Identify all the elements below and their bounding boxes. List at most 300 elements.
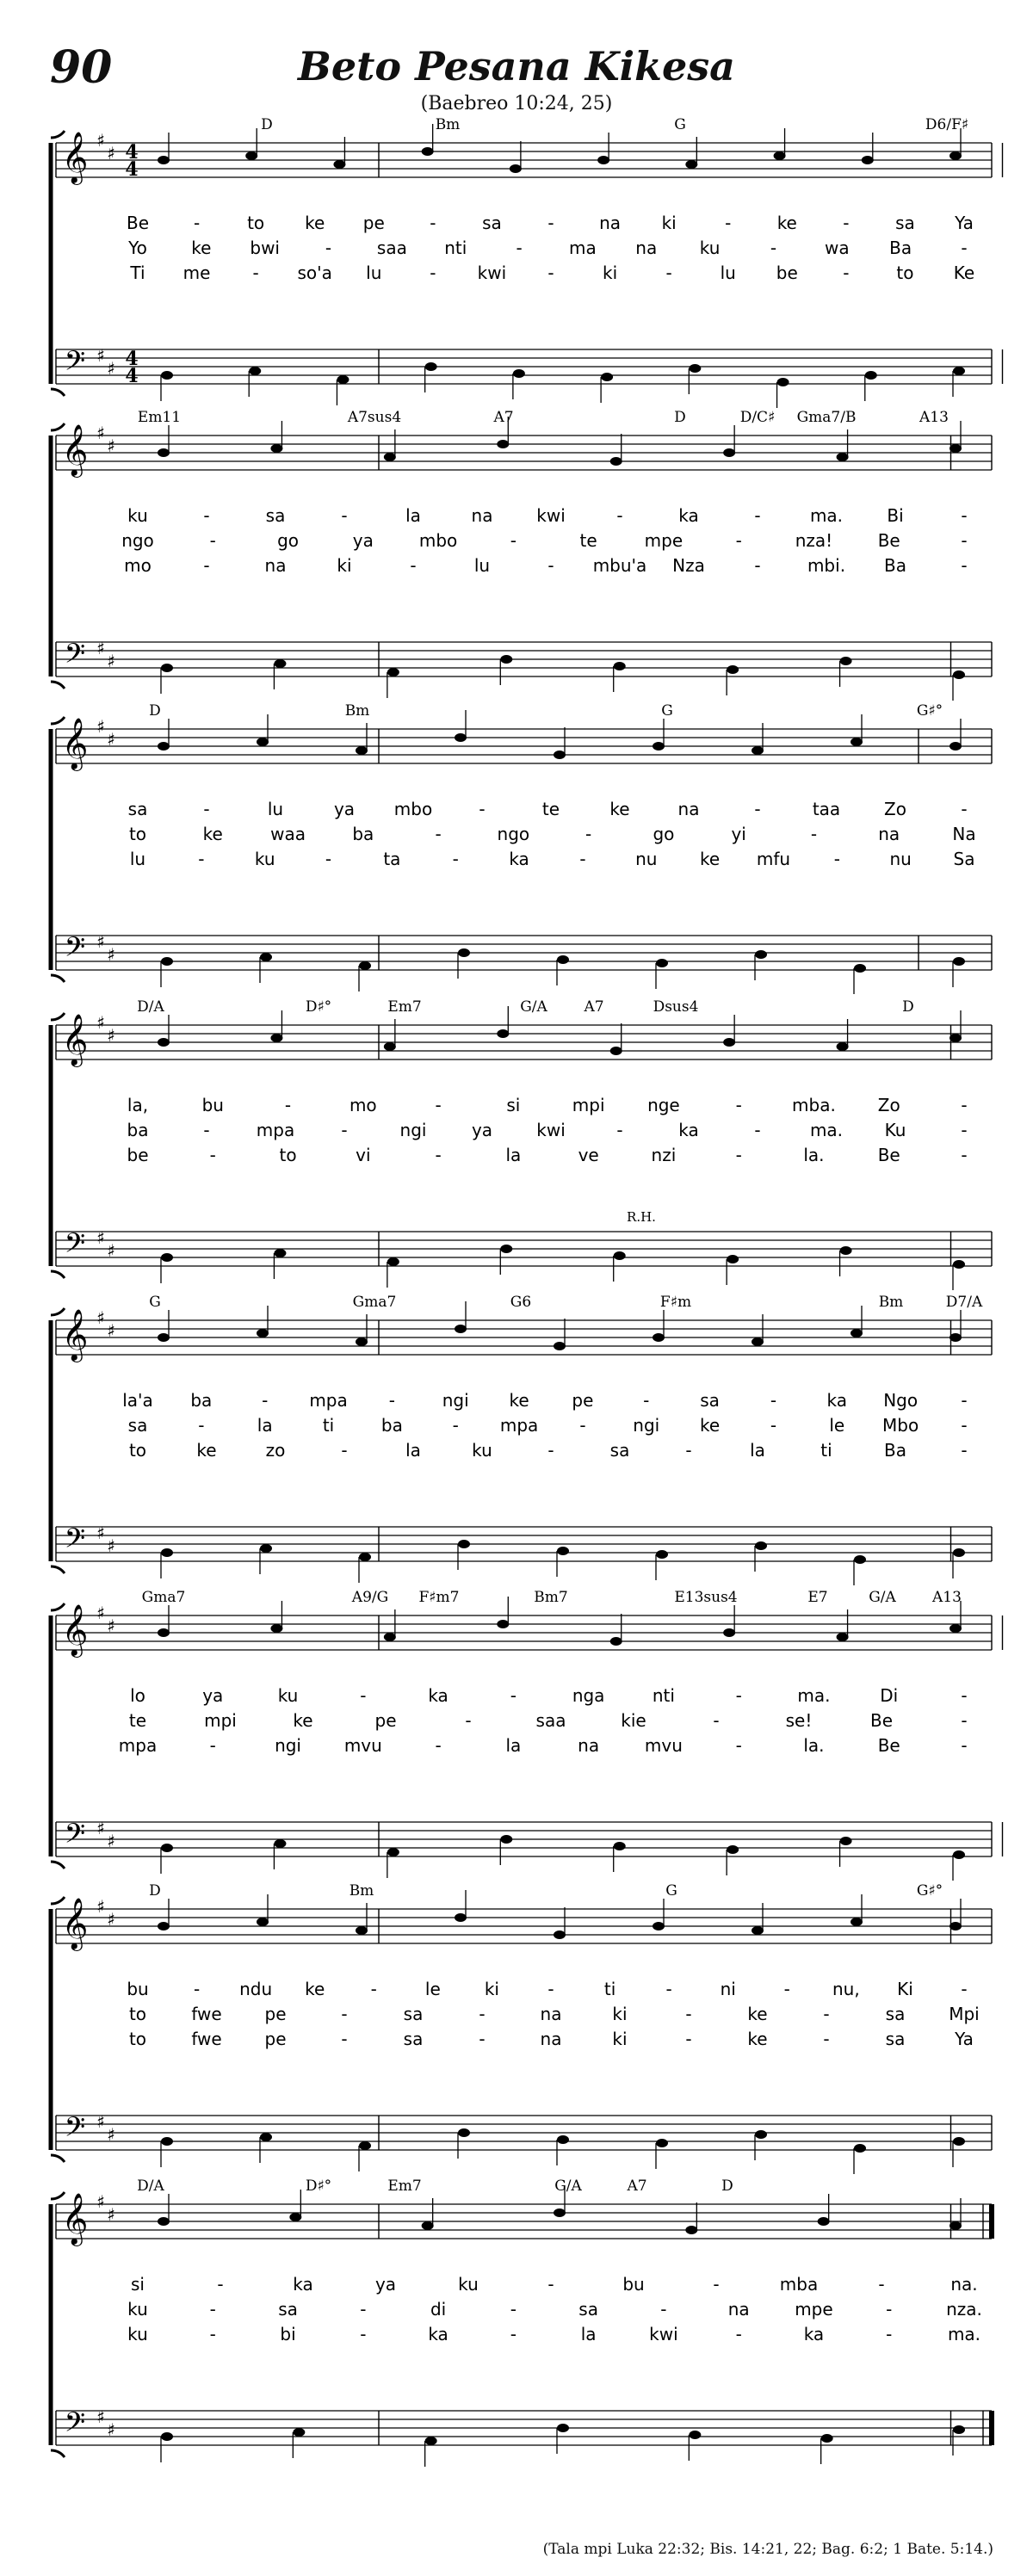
note-head — [356, 746, 368, 755]
lyric-syllable: Ke — [953, 263, 975, 283]
lyric-syllable: ki — [484, 1979, 499, 1999]
chord-symbol: D♯° — [305, 2178, 332, 2195]
lyric-syllable: na — [677, 799, 700, 819]
lyric-syllable: ba — [127, 1120, 149, 1140]
lyric-syllable: ka — [678, 1120, 699, 1140]
note-head — [158, 1333, 170, 1342]
system-8 — [51, 2178, 992, 2467]
lyric-syllable: di — [430, 2299, 447, 2320]
chord-symbol: D — [674, 409, 686, 426]
lyric-syllable: so'a — [297, 263, 332, 283]
scripture-reference: (Baebreo 10:24, 25) — [420, 93, 613, 114]
lyric-syllable: lu — [473, 555, 491, 576]
lyric-syllable: se! — [785, 1710, 813, 1731]
note-head — [161, 1548, 173, 1557]
sharp-icon: ♯ — [96, 1818, 105, 1838]
lyric-hyphen: - — [209, 530, 216, 551]
bass-staff — [56, 2111, 992, 2150]
lyric-syllable: mo — [349, 1095, 377, 1115]
note-head — [949, 1333, 962, 1342]
note-head — [727, 1255, 739, 1263]
lyric-syllable: taa — [812, 799, 841, 819]
lyric-syllable: me — [182, 263, 211, 283]
bass-staff — [56, 1818, 1003, 1856]
lyric-hyphen: - — [479, 2029, 486, 2049]
lyric-hyphen: - — [735, 1735, 742, 1756]
note-head — [270, 1034, 282, 1042]
note-head — [752, 1926, 764, 1935]
lyric-hyphen: - — [665, 263, 672, 283]
sharp-icon: ♯ — [107, 651, 115, 671]
note-head — [656, 2139, 668, 2147]
lyric-syllable: ke — [747, 2029, 768, 2049]
lyric-syllable: Ya — [955, 2029, 974, 2049]
treble-clef-icon: 𝄞 — [61, 718, 89, 769]
lyric-syllable: mo — [124, 555, 152, 576]
lyric-hyphen: - — [547, 1440, 554, 1461]
lyric-hyphen: - — [616, 505, 623, 526]
sharp-icon: ♯ — [96, 1896, 105, 1917]
chord-symbol: A7 — [627, 2178, 647, 2195]
lyric-hyphen: - — [547, 555, 554, 576]
chord-symbol: Dsus4 — [653, 998, 699, 1016]
lyric-syllable: ngi — [399, 1120, 427, 1140]
lyric-hyphen: - — [452, 1415, 459, 1436]
lyric-syllable: Ki — [897, 1979, 913, 1999]
lyric-hyphen: - — [360, 2299, 367, 2320]
lyric-syllable: kie — [621, 1710, 646, 1731]
lyric-syllable: ke — [700, 1415, 721, 1436]
lyric-syllable: ya — [471, 1120, 493, 1140]
bass-clef-icon: 𝄢 — [64, 931, 86, 969]
lyric-syllable: go — [653, 824, 675, 844]
lyric-syllable: ke — [196, 1440, 217, 1461]
lyric-hyphen: - — [961, 555, 968, 576]
lyric-hyphen: - — [193, 213, 201, 233]
lyric-hyphen: - — [770, 1415, 777, 1436]
sharp-icon: ♯ — [96, 2111, 105, 2132]
lyric-syllable: Ngo — [883, 1390, 919, 1411]
lyric-hyphen: - — [262, 1390, 269, 1411]
lyric-syllable: ya — [374, 2274, 397, 2295]
sharp-icon: ♯ — [107, 1240, 115, 1261]
note-head — [614, 1251, 626, 1260]
lyric-hyphen: - — [435, 824, 442, 844]
sharp-icon: ♯ — [96, 345, 105, 366]
lyric-syllable: to — [128, 824, 147, 844]
note-head — [158, 1038, 170, 1047]
lyric-syllable: mbi. — [807, 555, 846, 576]
lyric-syllable: ti — [322, 1415, 335, 1436]
note-head — [723, 1628, 735, 1637]
system-3 — [51, 702, 992, 994]
chord-symbol: D — [149, 702, 161, 720]
note-head — [610, 457, 622, 466]
lyric-syllable: ma. — [947, 2324, 981, 2344]
chord-symbol: G♯° — [916, 1882, 943, 1900]
note-head — [458, 1540, 470, 1548]
note-head — [158, 1922, 170, 1930]
note-head — [384, 453, 396, 461]
sharp-icon: ♯ — [96, 1012, 105, 1033]
chord-symbol: Bm7 — [534, 1589, 568, 1606]
sharp-icon: ♯ — [107, 2124, 115, 2145]
chord-symbol: G — [674, 116, 686, 133]
lyric-hyphen: - — [754, 799, 761, 819]
lyric-syllable: bu — [201, 1095, 224, 1115]
sharp-icon: ♯ — [96, 1603, 105, 1623]
lyric-syllable: ve — [578, 1145, 599, 1165]
lyric-hyphen: - — [823, 2004, 830, 2024]
note-head — [653, 742, 665, 751]
treble-clef-icon: 𝄞 — [61, 1309, 89, 1361]
lyric-syllable: na — [540, 2029, 562, 2049]
lyric-hyphen: - — [735, 1685, 742, 1706]
lyric-hyphen: - — [961, 530, 968, 551]
time-signature-bottom: 4 — [125, 158, 139, 181]
lyric-hyphen: - — [961, 505, 968, 526]
lyric-syllable: te — [579, 530, 597, 551]
chord-symbol: D/A — [137, 2178, 164, 2195]
lyric-hyphen: - — [516, 238, 523, 258]
lyric-syllable: nu — [635, 849, 658, 869]
bass-staff — [56, 1523, 992, 1561]
lyric-syllable: Be — [869, 1710, 894, 1731]
sharp-icon: ♯ — [96, 931, 105, 952]
note-head — [953, 1260, 965, 1269]
lyric-syllable: ma. — [797, 1685, 831, 1706]
bracket-bottom — [51, 2450, 65, 2457]
lyric-hyphen: - — [810, 824, 818, 844]
lyric-syllable: bi — [280, 2324, 296, 2344]
chord-symbol: A9/G — [351, 1589, 389, 1606]
note-head — [333, 160, 345, 169]
note-head — [260, 1544, 272, 1553]
note-head — [653, 1333, 665, 1342]
chord-symbol: G — [149, 1294, 161, 1311]
lyric-hyphen: - — [193, 1979, 201, 1999]
lyric-hyphen: - — [685, 2029, 692, 2049]
lyric-syllable: to — [128, 1440, 147, 1461]
note-head — [500, 1835, 512, 1844]
lyric-hyphen: - — [660, 2299, 667, 2320]
system-2 — [51, 409, 992, 701]
note-head — [656, 1550, 668, 1559]
note-head — [727, 1845, 739, 1854]
lyric-syllable: pe — [264, 2004, 287, 2024]
sharp-icon: ♯ — [96, 716, 105, 737]
note-head — [689, 2431, 701, 2439]
lyric-hyphen: - — [198, 1415, 205, 1436]
lyric-syllable: na — [578, 1735, 600, 1756]
lyric-syllable: nzi — [651, 1145, 677, 1165]
note-head — [161, 2432, 173, 2441]
chord-symbol: D — [902, 998, 914, 1016]
lyric-syllable: be — [127, 1145, 149, 1165]
note-head — [953, 2425, 965, 2434]
lyric-syllable: mbo — [418, 530, 458, 551]
lyric-hyphen: - — [616, 1120, 623, 1140]
lyric-syllable: ngi — [275, 1735, 302, 1756]
lyric-syllable: pe — [572, 1390, 594, 1411]
lyric-syllable: ku — [277, 1685, 299, 1706]
treble-clef-icon: 𝄞 — [61, 1604, 89, 1656]
lyric-syllable: zo — [265, 1440, 286, 1461]
lyric-syllable: pe — [362, 213, 385, 233]
lyric-syllable: la. — [803, 1735, 825, 1756]
note-head — [557, 1547, 569, 1555]
note-head — [953, 1548, 965, 1557]
lyric-hyphen: - — [547, 263, 554, 283]
lyric-syllable: mpe — [644, 530, 684, 551]
chord-symbol: F♯m7 — [418, 1589, 460, 1606]
bass-clef-icon: 𝄢 — [64, 345, 86, 383]
lyric-syllable: Be — [877, 1735, 900, 1756]
lyric-syllable: fwe — [191, 2004, 222, 2024]
lyric-syllable: pe — [374, 1710, 397, 1731]
lyric-syllable: ki — [661, 213, 677, 233]
sharp-icon: ♯ — [107, 944, 115, 965]
note-head — [497, 1029, 509, 1038]
lyric-syllable: ki — [612, 2029, 628, 2049]
lyric-syllable: ka — [803, 2324, 825, 2344]
treble-staff — [56, 1603, 1003, 1658]
note-head — [840, 657, 852, 665]
lyric-syllable: ba — [190, 1390, 213, 1411]
bracket-bottom — [51, 1566, 65, 1573]
lyric-hyphen: - — [961, 1390, 968, 1411]
chord-symbol: Em11 — [137, 409, 182, 426]
note-head — [293, 2428, 305, 2437]
lyric-syllable: mpa — [118, 1735, 158, 1756]
chord-symbol: G/A — [869, 1589, 896, 1606]
treble-clef-icon: 𝄞 — [61, 424, 89, 476]
chord-symbol: E13sus4 — [674, 1589, 738, 1606]
note-head — [837, 1042, 849, 1051]
note-head — [755, 1541, 767, 1550]
bracket-bottom — [51, 2155, 65, 2162]
lyric-syllable: te — [541, 799, 560, 819]
note-head — [260, 2133, 272, 2141]
lyric-syllable: ngo — [121, 530, 154, 551]
note-head — [554, 1342, 566, 1350]
note-head — [727, 665, 739, 674]
sharp-icon: ♯ — [96, 2406, 105, 2427]
note-head — [161, 1253, 173, 1262]
lyric-syllable: ka — [826, 1390, 848, 1411]
lyric-syllable: saa — [376, 238, 407, 258]
lyric-syllable: mvu — [343, 1735, 382, 1756]
lyric-hyphen: - — [961, 238, 968, 258]
system-4 — [51, 998, 992, 1290]
note-head — [554, 2208, 566, 2217]
note-head — [862, 156, 874, 164]
lyric-syllable: la — [405, 1440, 421, 1461]
bass-staff — [56, 2406, 992, 2445]
lyric-hyphen: - — [465, 1710, 472, 1731]
lyric-hyphen: - — [203, 799, 210, 819]
lyric-syllable: sa — [578, 2299, 598, 2320]
lyric-syllable: saa — [535, 1710, 566, 1731]
chord-symbol: G — [665, 1882, 677, 1900]
note-head — [158, 156, 170, 164]
note-head — [161, 2137, 173, 2146]
lyric-syllable: ke — [609, 799, 630, 819]
note-head — [387, 1848, 399, 1856]
lyric-hyphen: - — [341, 2004, 348, 2024]
lyric-syllable: sa — [700, 1390, 720, 1411]
bass-clef-icon: 𝄢 — [64, 1227, 86, 1265]
note-head — [953, 1850, 965, 1859]
lyric-syllable: Ti — [130, 263, 145, 283]
note-head — [356, 1926, 368, 1935]
lyric-hyphen: - — [961, 1735, 968, 1756]
sharp-icon: ♯ — [107, 2419, 115, 2440]
note-head — [949, 1034, 962, 1042]
lyric-syllable: ki — [612, 2004, 628, 2024]
note-head — [257, 1329, 269, 1337]
note-head — [865, 371, 877, 380]
chord-symbol: F♯m — [659, 1294, 692, 1311]
lyric-syllable: na — [878, 824, 900, 844]
lyric-syllable: la. — [803, 1145, 825, 1165]
chord-symbol: Gma7 — [141, 1589, 186, 1606]
lyric-hyphen: - — [823, 2029, 830, 2049]
lyric-syllable: yi — [731, 824, 746, 844]
note-head — [949, 742, 962, 751]
lyric-hyphen: - — [961, 1710, 968, 1731]
note-head — [949, 1922, 962, 1930]
lyric-syllable: Zo — [877, 1095, 900, 1115]
lyric-syllable: fwe — [191, 2029, 222, 2049]
lyric-hyphen: - — [252, 263, 259, 283]
lyric-hyphen: - — [435, 1095, 442, 1115]
note-head — [513, 369, 525, 378]
lyric-hyphen: - — [961, 1979, 968, 1999]
lyric-hyphen: - — [410, 555, 417, 576]
lyric-syllable: mba. — [792, 1095, 836, 1115]
lyric-syllable: kwi — [536, 505, 566, 526]
sharp-icon: ♯ — [96, 2191, 105, 2212]
note-head — [384, 1633, 396, 1641]
lyric-syllable: la'a — [122, 1390, 153, 1411]
lyric-syllable: Be — [877, 530, 900, 551]
lyric-syllable: mfu — [756, 849, 791, 869]
note-head — [614, 662, 626, 670]
lyric-syllable: ku — [127, 2299, 148, 2320]
treble-clef-icon: 𝄞 — [61, 1014, 89, 1066]
lyric-hyphen: - — [388, 1390, 395, 1411]
note-head — [689, 364, 701, 373]
note-head — [821, 2434, 833, 2443]
lyric-syllable: sa — [127, 1415, 148, 1436]
footnote: (Tala mpi Luka 22:32; Bis. 14:21, 22; Bag. 6:2; 1 Bate. 5:14.) — [542, 2541, 993, 2558]
lyric-syllable: sa — [127, 799, 148, 819]
lyric-hyphen: - — [479, 799, 486, 819]
note-head — [161, 957, 173, 966]
lyric-syllable: ba — [380, 1415, 403, 1436]
lyric-hyphen: - — [878, 2274, 885, 2295]
lyric-syllable: ke — [293, 1710, 313, 1731]
sharp-icon: ♯ — [107, 358, 115, 379]
lyric-hyphen: - — [198, 849, 205, 869]
lyric-hyphen: - — [770, 1390, 777, 1411]
note-head — [158, 742, 170, 751]
note-head — [949, 444, 962, 453]
lyric-syllable: nti — [652, 1685, 675, 1706]
note-head — [854, 2144, 866, 2153]
chord-symbol: A7 — [584, 998, 604, 1016]
lyric-syllable: si — [506, 1095, 521, 1115]
lyric-syllable: ke — [305, 213, 325, 233]
time-signature-bottom: 4 — [125, 365, 139, 387]
note-head — [270, 1624, 282, 1633]
lyric-syllable: to — [128, 2029, 147, 2049]
lyric-hyphen: - — [430, 213, 436, 233]
sharp-icon: ♯ — [107, 1535, 115, 1556]
note-head — [854, 964, 866, 973]
lyric-syllable: nu, — [832, 1979, 860, 1999]
lyric-syllable: mba — [779, 2274, 819, 2295]
sharp-icon: ♯ — [107, 1320, 115, 1341]
chord-symbol: A7 — [493, 409, 514, 426]
lyric-hyphen: - — [430, 263, 436, 283]
chord-symbol: Em7 — [387, 2178, 422, 2195]
note-head — [500, 655, 512, 664]
bass-staff — [56, 638, 992, 676]
bass-staff — [56, 931, 992, 970]
note-head — [752, 1337, 764, 1346]
bass-clef-icon: 𝄢 — [64, 1818, 86, 1856]
chord-symbol: Bm — [878, 1294, 904, 1311]
lyric-syllable: ngi — [442, 1390, 469, 1411]
system-1 — [51, 116, 1003, 408]
note-head — [953, 2137, 965, 2146]
note-head — [755, 950, 767, 959]
sharp-icon: ♯ — [96, 638, 105, 658]
lyric-hyphen: - — [725, 213, 732, 233]
lyric-syllable: to — [896, 263, 914, 283]
note-head — [500, 1245, 512, 1253]
note-head — [274, 659, 286, 668]
lyric-hyphen: - — [685, 2004, 692, 2024]
note-head — [953, 957, 965, 966]
note-head — [384, 1042, 396, 1051]
chord-symbol: A13 — [919, 409, 949, 426]
lyric-syllable: Ba — [889, 238, 912, 258]
lyric-syllable: ke — [700, 849, 721, 869]
note-head — [752, 746, 764, 755]
time-signature-top: 4 — [125, 348, 139, 370]
lyric-hyphen: - — [735, 530, 742, 551]
lyric-syllable: na — [727, 2299, 750, 2320]
note-head — [260, 953, 272, 961]
note-head — [249, 367, 261, 375]
lyric-syllable: ku — [699, 238, 721, 258]
lyric-syllable: nti — [444, 238, 467, 258]
lyric-hyphen: - — [203, 505, 210, 526]
lyric-syllable: ka — [509, 849, 529, 869]
lyric-syllable: be — [776, 263, 798, 283]
time-signature-top: 4 — [125, 141, 139, 164]
lyric-syllable: ya — [352, 530, 374, 551]
lyric-hyphen: - — [547, 2274, 554, 2295]
lyric-syllable: si — [131, 2274, 145, 2295]
note-head — [610, 1047, 622, 1055]
lyric-syllable: lu — [720, 263, 736, 283]
sharp-icon: ♯ — [96, 1523, 105, 1543]
lyric-syllable: ngo — [497, 824, 530, 844]
